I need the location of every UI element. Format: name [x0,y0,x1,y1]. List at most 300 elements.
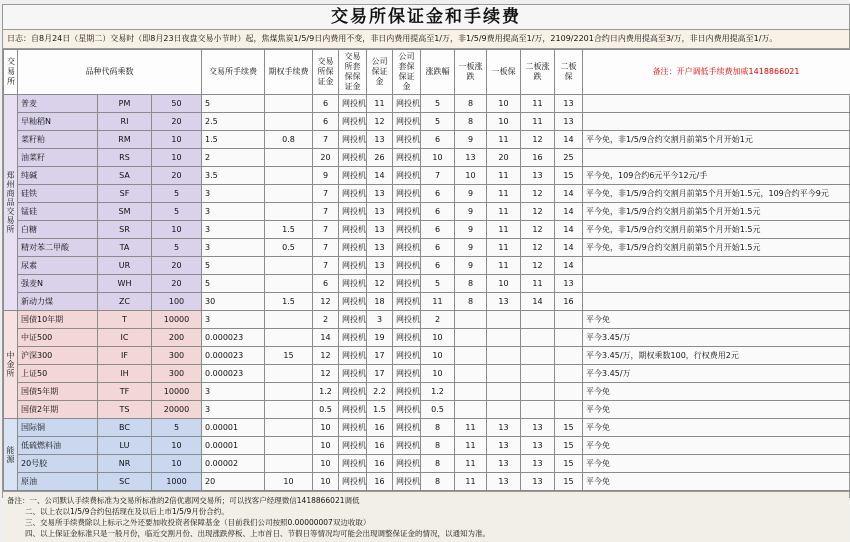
header-exch-margin: 交易所保证金 [313,50,339,95]
header-company-margin: 公司保证金 [367,50,393,95]
option-fee-cell: 1.5 [265,221,313,239]
table-row [4,365,850,383]
multiplier-cell: 20 [152,275,202,293]
one-board-margin-cell: 11 [487,203,521,221]
option-fee-cell [265,401,313,419]
company-set-margin-cell: 网投机 [393,113,421,131]
set-margin-cell: 网投机 [339,167,367,185]
limit-range-cell: 5 [421,113,455,131]
multiplier-cell: 300 [152,365,202,383]
exch-fee-cell: 30 [202,293,265,311]
option-fee-cell [265,275,313,293]
set-margin-cell: 网投机 [339,221,367,239]
product-name-cell: 原油 [18,473,98,491]
product-name-cell: 国债2年期 [18,401,98,419]
exch-margin-cell: 7 [313,131,339,149]
remark-cell: 平今免，非1/5/9合约交割月前第5个月开始1.5元 [583,203,850,221]
two-board-cell [521,401,555,419]
product-name-cell: 低硫燃料油 [18,437,98,455]
company-margin-cell: 1.5 [367,401,393,419]
exch-margin-cell: 12 [313,293,339,311]
set-margin-cell: 网投机 [339,203,367,221]
product-name-cell: 国际铜 [18,419,98,437]
option-fee-cell [265,383,313,401]
set-margin-cell: 网投机 [339,95,367,113]
exch-margin-cell: 9 [313,167,339,185]
company-margin-cell: 13 [367,221,393,239]
exch-fee-cell: 5 [202,257,265,275]
company-margin-cell: 18 [367,293,393,311]
exch-fee-cell: 0.000023 [202,365,265,383]
option-fee-cell [265,95,313,113]
product-code-cell: ZC [98,293,152,311]
two-board-cell: 14 [521,293,555,311]
one-board-margin-cell: 10 [487,275,521,293]
company-set-margin-cell: 网投机 [393,437,421,455]
header-warning: 备注：开户调低手续费加威1418866021 [583,50,850,95]
table-row [4,383,850,401]
company-set-margin-cell: 网投机 [393,455,421,473]
exch-margin-cell: 2 [313,311,339,329]
multiplier-cell: 10 [152,437,202,455]
table-header-row [4,50,850,95]
exch-fee-cell: 2.5 [202,113,265,131]
one-board-margin-cell: 13 [487,437,521,455]
exch-fee-cell: 3 [202,221,265,239]
two-board-cell: 13 [521,473,555,491]
two-board-margin-cell: 14 [555,131,583,149]
two-board-cell: 12 [521,257,555,275]
product-name-cell: 硅铁 [18,185,98,203]
company-set-margin-cell: 网投机 [393,401,421,419]
company-set-margin-cell: 网投机 [393,185,421,203]
company-margin-cell: 13 [367,185,393,203]
one-board-cell [455,365,487,383]
set-margin-cell: 网投机 [339,257,367,275]
option-fee-cell [265,365,313,383]
option-fee-cell [265,203,313,221]
two-board-margin-cell: 13 [555,113,583,131]
set-margin-cell: 网投机 [339,419,367,437]
two-board-cell [521,365,555,383]
one-board-cell: 13 [455,149,487,167]
limit-range-cell: 6 [421,221,455,239]
one-board-cell: 9 [455,185,487,203]
two-board-cell: 12 [521,185,555,203]
footer-note: 三、交易所手续费除以上标示之外还要加收投资者保障基金（目前我们公司按照0.00000007双边收取） [7,517,845,528]
limit-range-cell: 8 [421,473,455,491]
one-board-cell [455,401,487,419]
one-board-margin-cell: 11 [487,257,521,275]
two-board-margin-cell: 14 [555,257,583,275]
limit-range-cell: 5 [421,95,455,113]
product-name-cell: 普麦 [18,95,98,113]
exch-fee-cell: 2 [202,149,265,167]
multiplier-cell: 5 [152,185,202,203]
limit-range-cell: 2 [421,311,455,329]
multiplier-cell: 5 [152,203,202,221]
one-board-cell: 8 [455,293,487,311]
set-margin-cell: 网投机 [339,113,367,131]
option-fee-cell [265,311,313,329]
one-board-margin-cell [487,347,521,365]
company-set-margin-cell: 网投机 [393,239,421,257]
company-margin-cell: 16 [367,437,393,455]
remark-cell: 平今免 [583,419,850,437]
one-board-cell: 11 [455,455,487,473]
page-title: 交易所保证金和手续费 [3,5,849,30]
option-fee-cell [265,167,313,185]
one-board-margin-cell: 11 [487,167,521,185]
footer-note: 四、以上保证金标准只是一般月份，临近交割月份、出现涨跌停板、上市首日、节假日等情况均可能会出现调整保证金的情况，以通知为准。 [7,528,845,539]
set-margin-cell: 网投机 [339,149,367,167]
one-board-margin-cell [487,383,521,401]
option-fee-cell: 0.8 [265,131,313,149]
option-fee-cell [265,419,313,437]
table-row [4,257,850,275]
product-name-cell: 中证500 [18,329,98,347]
two-board-margin-cell [555,383,583,401]
product-name-cell: 强麦N [18,275,98,293]
one-board-margin-cell: 13 [487,473,521,491]
multiplier-cell: 20 [152,113,202,131]
remark-cell: 平今免 [583,437,850,455]
two-board-cell [521,347,555,365]
set-margin-cell: 网投机 [339,311,367,329]
multiplier-cell: 200 [152,329,202,347]
company-set-margin-cell: 网投机 [393,473,421,491]
product-name-cell: 油菜籽 [18,149,98,167]
company-margin-cell: 13 [367,239,393,257]
two-board-margin-cell: 16 [555,293,583,311]
two-board-cell: 12 [521,221,555,239]
header-limit-range: 涨跌幅 [421,50,455,95]
one-board-margin-cell: 11 [487,239,521,257]
product-code-cell: SA [98,167,152,185]
sector-label: 能源 [4,419,18,491]
two-board-cell: 16 [521,149,555,167]
exch-fee-cell: 3 [202,185,265,203]
spreadsheet [2,4,850,498]
option-fee-cell: 0.5 [265,239,313,257]
header-two-board-margin: 二板保 [555,50,583,95]
limit-range-cell: 6 [421,203,455,221]
limit-range-cell: 6 [421,257,455,275]
two-board-margin-cell [555,311,583,329]
limit-range-cell: 8 [421,419,455,437]
product-name-cell: 国债10年期 [18,311,98,329]
two-board-cell [521,329,555,347]
product-name-cell: 纯碱 [18,167,98,185]
two-board-cell: 13 [521,437,555,455]
product-name-cell: 早籼稻N [18,113,98,131]
product-code-cell: IF [98,347,152,365]
remark-cell [583,293,850,311]
product-name-cell: 新动力煤 [18,293,98,311]
product-name-cell: 锰硅 [18,203,98,221]
table-row [4,131,850,149]
company-margin-cell: 12 [367,275,393,293]
one-board-cell: 9 [455,131,487,149]
table-row [4,455,850,473]
remark-cell: 平今3.45/万 [583,365,850,383]
limit-range-cell: 10 [421,329,455,347]
company-set-margin-cell: 网投机 [393,311,421,329]
one-board-margin-cell: 13 [487,455,521,473]
exch-fee-cell: 20 [202,473,265,491]
multiplier-cell: 5 [152,239,202,257]
company-set-margin-cell: 网投机 [393,275,421,293]
two-board-cell [521,383,555,401]
table-row [4,221,850,239]
remark-cell: 平今3.45/万，期权乘数100，行权费用2元 [583,347,850,365]
product-name-cell: 国债5年期 [18,383,98,401]
product-name-cell: 上证50 [18,365,98,383]
multiplier-cell: 10000 [152,311,202,329]
exch-margin-cell: 7 [313,221,339,239]
option-fee-cell [265,149,313,167]
remark-cell: 平今免，非1/5/9合约交割月前第5个月开始1.5元 [583,221,850,239]
one-board-margin-cell [487,329,521,347]
one-board-margin-cell: 10 [487,95,521,113]
two-board-margin-cell: 14 [555,203,583,221]
table-row [4,311,850,329]
one-board-cell [455,383,487,401]
product-name-cell: 菜籽粕 [18,131,98,149]
remark-cell: 平今免，非1/5/9合约交割月前第5个月开始1元 [583,131,850,149]
exch-fee-cell: 3 [202,203,265,221]
product-code-cell: RS [98,149,152,167]
company-set-margin-cell: 网投机 [393,167,421,185]
product-code-cell: PM [98,95,152,113]
option-fee-cell [265,329,313,347]
set-margin-cell: 网投机 [339,131,367,149]
footer-note: 备注：一、公司默认手续费标准为交易所标准的2倍优惠网交易所；可以找客户经理微信1418866021调低 [7,495,845,506]
one-board-cell: 8 [455,95,487,113]
remark-cell: 平今3.45/万 [583,329,850,347]
company-margin-cell: 17 [367,347,393,365]
set-margin-cell: 网投机 [339,347,367,365]
table-body [4,95,850,491]
exch-margin-cell: 10 [313,437,339,455]
one-board-margin-cell: 13 [487,419,521,437]
exch-margin-cell: 6 [313,95,339,113]
multiplier-cell: 20 [152,167,202,185]
product-name-cell: 精对苯二甲酸 [18,239,98,257]
multiplier-cell: 1000 [152,473,202,491]
one-board-margin-cell: 11 [487,131,521,149]
table-row [4,95,850,113]
remark-cell [583,95,850,113]
exch-margin-cell: 6 [313,275,339,293]
multiplier-cell: 10 [152,149,202,167]
exch-margin-cell: 12 [313,365,339,383]
header-one-board: 一板涨跌 [455,50,487,95]
fee-table [3,49,850,491]
limit-range-cell: 10 [421,149,455,167]
sector-label: 郑州商品交易所 [4,95,18,311]
table-row [4,185,850,203]
limit-range-cell: 7 [421,167,455,185]
one-board-cell [455,311,487,329]
product-code-cell: TS [98,401,152,419]
remark-cell [583,113,850,131]
option-fee-cell [265,455,313,473]
exch-fee-cell: 3.5 [202,167,265,185]
table-row [4,329,850,347]
one-board-cell [455,347,487,365]
multiplier-cell: 10 [152,455,202,473]
two-board-cell: 12 [521,203,555,221]
two-board-margin-cell [555,347,583,365]
company-margin-cell: 16 [367,419,393,437]
table-row [4,167,850,185]
remark-cell: 平今免，109合约6元平今12元/手 [583,167,850,185]
table-row [4,401,850,419]
header-sector: 交易所 [4,50,18,95]
exch-fee-cell: 0.00001 [202,419,265,437]
two-board-margin-cell: 25 [555,149,583,167]
multiplier-cell: 20 [152,257,202,275]
footer-note: 二、以上农以1/5/9合约包括现在及以后上市1/5/9月份合约。 [7,506,845,517]
one-board-cell: 11 [455,437,487,455]
company-set-margin-cell: 网投机 [393,149,421,167]
footer-notes [3,491,849,542]
company-set-margin-cell: 网投机 [393,257,421,275]
exch-margin-cell: 14 [313,329,339,347]
header-company-set-margin: 公司套保保证金 [393,50,421,95]
remark-cell: 平今免，非1/5/9合约交割月前第5个月开始1.5元，109合约平今9元 [583,185,850,203]
header-option-fee: 期权手续费 [265,50,313,95]
one-board-cell: 9 [455,257,487,275]
exch-margin-cell: 7 [313,203,339,221]
company-set-margin-cell: 网投机 [393,203,421,221]
table-row [4,239,850,257]
exch-fee-cell: 0.000023 [202,329,265,347]
company-set-margin-cell: 网投机 [393,293,421,311]
one-board-cell: 11 [455,419,487,437]
two-board-margin-cell: 15 [555,455,583,473]
company-margin-cell: 26 [367,149,393,167]
two-board-cell: 11 [521,95,555,113]
table-row [4,473,850,491]
set-margin-cell: 网投机 [339,365,367,383]
two-board-margin-cell: 15 [555,437,583,455]
limit-range-cell: 0.5 [421,401,455,419]
option-fee-cell: 15 [265,347,313,365]
set-margin-cell: 网投机 [339,383,367,401]
product-code-cell: RI [98,113,152,131]
option-fee-cell: 10 [265,473,313,491]
two-board-margin-cell: 14 [555,185,583,203]
remark-cell [583,149,850,167]
company-set-margin-cell: 网投机 [393,329,421,347]
company-margin-cell: 14 [367,167,393,185]
multiplier-cell: 10000 [152,383,202,401]
option-fee-cell [265,257,313,275]
set-margin-cell: 网投机 [339,455,367,473]
product-code-cell: SR [98,221,152,239]
one-board-margin-cell: 13 [487,293,521,311]
set-margin-cell: 网投机 [339,239,367,257]
one-board-cell: 9 [455,203,487,221]
product-code-cell: IH [98,365,152,383]
multiplier-cell: 20000 [152,401,202,419]
option-fee-cell [265,185,313,203]
set-margin-cell: 网投机 [339,329,367,347]
two-board-margin-cell: 15 [555,167,583,185]
product-code-cell: SF [98,185,152,203]
two-board-margin-cell [555,329,583,347]
product-name-cell: 白糖 [18,221,98,239]
header-exch-fee: 交易所手续费 [202,50,265,95]
one-board-margin-cell [487,311,521,329]
multiplier-cell: 5 [152,419,202,437]
company-margin-cell: 16 [367,473,393,491]
header-set-margin: 交易所套保保证金 [339,50,367,95]
product-name-cell: 20号胶 [18,455,98,473]
exch-fee-cell: 3 [202,401,265,419]
product-code-cell: TF [98,383,152,401]
two-board-cell: 11 [521,113,555,131]
table-row [4,149,850,167]
one-board-margin-cell [487,365,521,383]
option-fee-cell [265,113,313,131]
product-code-cell: LU [98,437,152,455]
exch-margin-cell: 7 [313,239,339,257]
company-margin-cell: 13 [367,203,393,221]
header-two-board: 二板涨跌 [521,50,555,95]
company-margin-cell: 13 [367,131,393,149]
set-margin-cell: 网投机 [339,437,367,455]
table-row [4,293,850,311]
multiplier-cell: 10 [152,221,202,239]
table-row [4,437,850,455]
exch-fee-cell: 0.00002 [202,455,265,473]
product-code-cell: WH [98,275,152,293]
two-board-cell [521,311,555,329]
two-board-cell: 11 [521,275,555,293]
remark-cell: 平今免 [583,473,850,491]
company-set-margin-cell: 网投机 [393,383,421,401]
one-board-margin-cell: 10 [487,113,521,131]
company-margin-cell: 12 [367,113,393,131]
table-row [4,419,850,437]
remark-cell [583,257,850,275]
two-board-margin-cell: 15 [555,419,583,437]
header-one-board-margin: 一板保 [487,50,521,95]
company-margin-cell: 17 [367,365,393,383]
two-board-margin-cell: 13 [555,275,583,293]
limit-range-cell: 6 [421,131,455,149]
exch-margin-cell: 0.5 [313,401,339,419]
table-row [4,113,850,131]
exch-margin-cell: 7 [313,185,339,203]
company-set-margin-cell: 网投机 [393,419,421,437]
two-board-cell: 12 [521,239,555,257]
product-code-cell: BC [98,419,152,437]
product-code-cell: SM [98,203,152,221]
two-board-cell: 13 [521,419,555,437]
two-board-margin-cell: 13 [555,95,583,113]
product-code-cell: NR [98,455,152,473]
exch-margin-cell: 6 [313,113,339,131]
product-name-cell: 沪深300 [18,347,98,365]
set-margin-cell: 网投机 [339,275,367,293]
option-fee-cell [265,437,313,455]
one-board-margin-cell: 11 [487,185,521,203]
multiplier-cell: 300 [152,347,202,365]
